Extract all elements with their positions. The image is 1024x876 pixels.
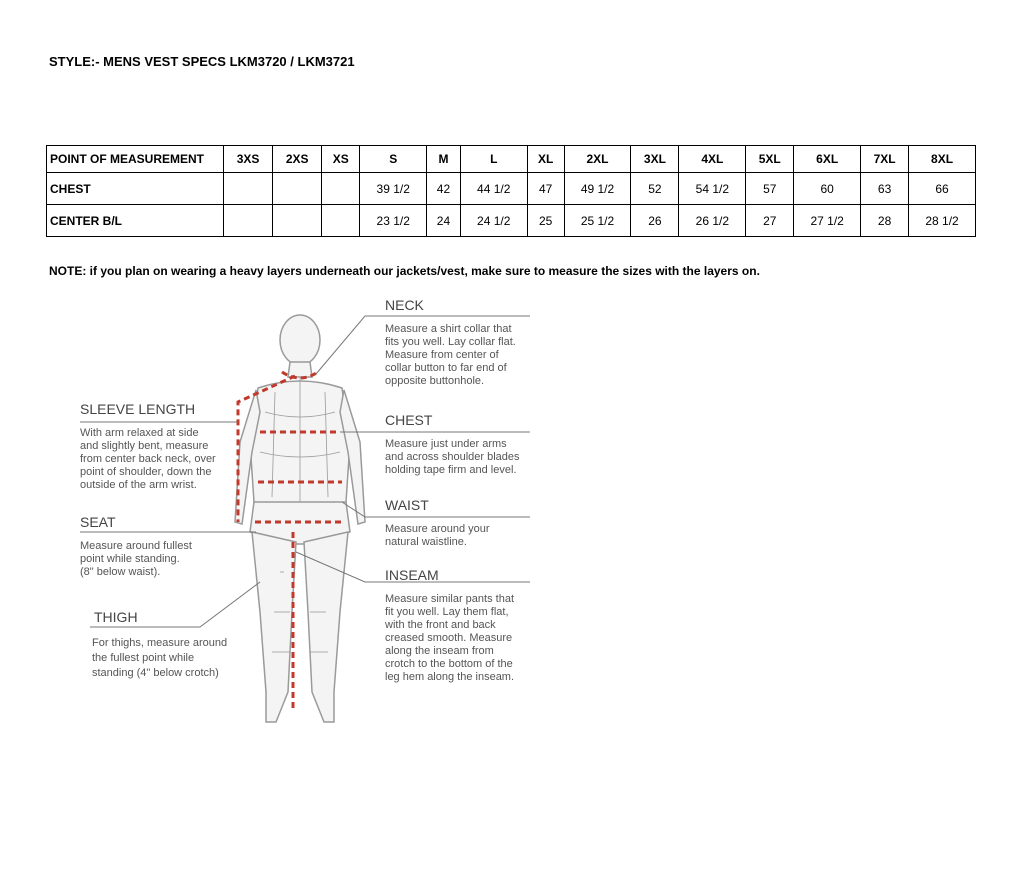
inseam-desc-line: creased smooth. Measure xyxy=(385,632,513,644)
seat-desc-line: (8" below waist). xyxy=(80,566,161,578)
layering-note: NOTE: if you plan on wearing a heavy layers underneath our jackets/vest, make sure to measure the sizes with the layers on. xyxy=(49,264,760,278)
table-cell: 24 1/2 xyxy=(460,205,527,237)
measurement-guide-diagram xyxy=(60,292,540,742)
neck-desc-line: Measure from center of xyxy=(385,349,499,361)
table-cell: 39 1/2 xyxy=(360,173,427,205)
neck-callout xyxy=(385,297,516,387)
chest-desc-line: holding tape firm and level. xyxy=(385,464,517,476)
table-cell: 25 xyxy=(527,205,564,237)
chest-desc-line: and across shoulder blades xyxy=(385,451,520,463)
chest-title: CHEST xyxy=(385,412,433,428)
table-cell: 44 1/2 xyxy=(460,173,527,205)
table-header-cell: 8XL xyxy=(909,146,976,173)
table-header-cell: 3XL xyxy=(631,146,679,173)
neck-desc-line: collar button to far end of xyxy=(385,362,507,374)
sleeve-desc-line: With arm relaxed at side xyxy=(80,427,199,439)
thigh-title: THIGH xyxy=(94,609,138,625)
thigh-desc-line: standing (4" below crotch) xyxy=(92,667,219,679)
table-cell: 66 xyxy=(909,173,976,205)
seat-callout xyxy=(80,514,192,578)
inseam-title: INSEAM xyxy=(385,567,439,583)
table-header-cell: POINT OF MEASUREMENT xyxy=(47,146,224,173)
page-title: STYLE:- MENS VEST SPECS LKM3720 / LKM3721 xyxy=(49,54,355,69)
table-cell: CENTER B/L xyxy=(47,205,224,237)
sleeve-callout xyxy=(80,401,216,491)
table-header-cell: 2XS xyxy=(273,146,322,173)
size-spec-table xyxy=(46,145,976,237)
neck-desc-line: fits you well. Lay collar flat. xyxy=(385,336,516,348)
table-cell: 60 xyxy=(794,173,861,205)
waist-desc-line: natural waistline. xyxy=(385,536,467,548)
table-cell xyxy=(273,205,322,237)
waist-title: WAIST xyxy=(385,497,429,513)
inseam-desc-line: with the front and back xyxy=(385,619,496,631)
table-header-row xyxy=(47,146,976,173)
inseam-desc-line: Measure similar pants that xyxy=(385,593,514,605)
table-cell: 26 xyxy=(631,205,679,237)
table-cell: 27 1/2 xyxy=(794,205,861,237)
table-cell: 28 xyxy=(861,205,909,237)
table-cell xyxy=(273,173,322,205)
table-cell: 52 xyxy=(631,173,679,205)
table-cell: 54 1/2 xyxy=(679,173,746,205)
table-cell: 27 xyxy=(746,205,794,237)
neck-desc-line: opposite buttonhole. xyxy=(385,375,485,387)
table-header-cell: 6XL xyxy=(794,146,861,173)
inseam-desc-line: crotch to the bottom of the xyxy=(385,658,513,670)
seat-desc-line: point while standing. xyxy=(80,553,180,565)
neck-desc-line: Measure a shirt collar that xyxy=(385,323,512,335)
waist-callout xyxy=(385,497,490,548)
table-cell: CHEST xyxy=(47,173,224,205)
table-header-cell: 7XL xyxy=(861,146,909,173)
table-cell xyxy=(224,205,273,237)
neck-title: NECK xyxy=(385,297,424,313)
table-header-cell: 3XS xyxy=(224,146,273,173)
table-header-cell: M xyxy=(427,146,461,173)
thigh-callout xyxy=(92,609,227,679)
table-header-cell: 4XL xyxy=(679,146,746,173)
table-cell xyxy=(322,173,360,205)
table-cell: 63 xyxy=(861,173,909,205)
table-cell: 23 1/2 xyxy=(360,205,427,237)
table-header-cell: 5XL xyxy=(746,146,794,173)
seat-title: SEAT xyxy=(80,514,116,530)
table-cell: 42 xyxy=(427,173,461,205)
chest-callout xyxy=(385,412,520,476)
table-cell: 57 xyxy=(746,173,794,205)
table-cell: 25 1/2 xyxy=(564,205,631,237)
table-row-center-bl xyxy=(47,205,976,237)
thigh-desc-line: For thighs, measure around xyxy=(92,637,228,649)
chest-desc-line: Measure just under arms xyxy=(385,438,507,450)
sleeve-desc-line: outside of the arm wrist. xyxy=(80,479,197,491)
table-cell: 28 1/2 xyxy=(909,205,976,237)
inseam-desc-line: along the inseam from xyxy=(385,645,494,657)
inseam-desc-line: fit you well. Lay them flat, xyxy=(385,606,509,618)
human-figure-illustration xyxy=(235,315,365,722)
table-cell: 26 1/2 xyxy=(679,205,746,237)
table-header-cell: S xyxy=(360,146,427,173)
table-cell xyxy=(322,205,360,237)
inseam-desc-line: leg hem along the inseam. xyxy=(385,671,515,683)
table-header-cell: XL xyxy=(527,146,564,173)
table-cell: 47 xyxy=(527,173,564,205)
table-cell: 49 1/2 xyxy=(564,173,631,205)
sleeve-desc-line: from center back neck, over xyxy=(80,453,216,465)
sleeve-desc-line: point of shoulder, down the xyxy=(80,466,212,478)
table-header-cell: 2XL xyxy=(564,146,631,173)
table-header-cell: XS xyxy=(322,146,360,173)
table-row-chest xyxy=(47,173,976,205)
table-header-cell: L xyxy=(460,146,527,173)
table-cell: 24 xyxy=(427,205,461,237)
waist-desc-line: Measure around your xyxy=(385,523,490,535)
sleeve-title: SLEEVE LENGTH xyxy=(80,401,196,417)
sleeve-desc-line: and slightly bent, measure xyxy=(80,440,209,452)
table-cell xyxy=(224,173,273,205)
thigh-desc-line: the fullest point while xyxy=(92,652,195,664)
inseam-callout xyxy=(384,567,514,683)
seat-desc-line: Measure around fullest xyxy=(80,540,192,552)
